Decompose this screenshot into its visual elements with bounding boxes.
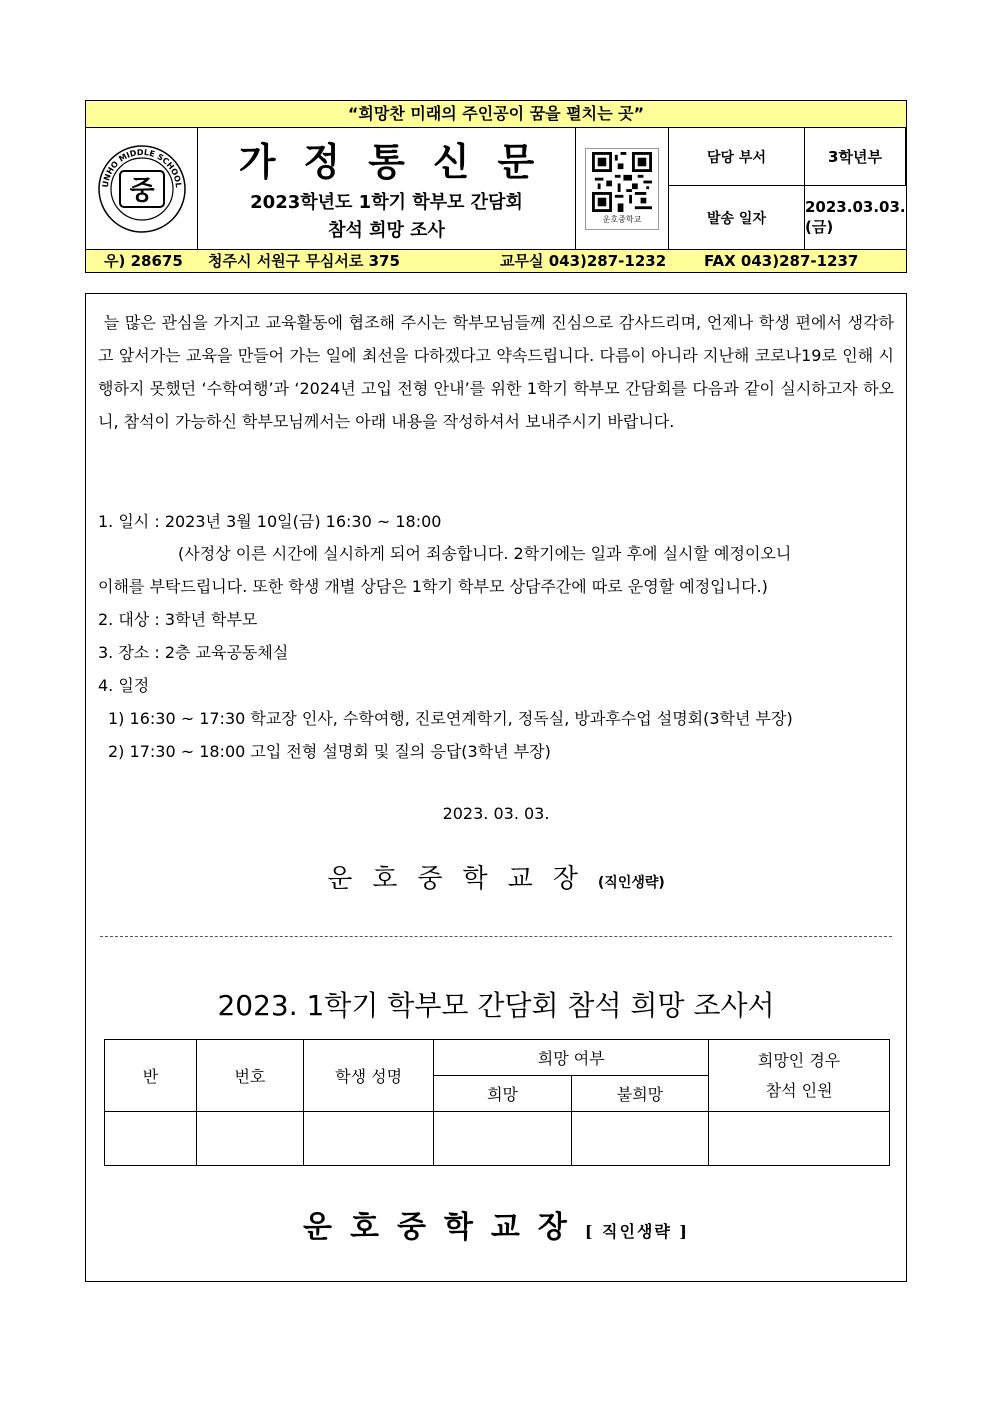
school-logo-icon: [96, 143, 188, 235]
form-seal-note: [ 직인생략 ]: [584, 1222, 689, 1241]
fax-number: FAX 043)287-1237: [704, 252, 859, 270]
header-no: 불희망: [571, 1076, 708, 1112]
item-datetime-note-a: (사정상 이른 시간에 실시하게 되어 죄송합니다. 2학기에는 일과 후에 실시할 예정이오니: [178, 544, 792, 563]
schedule-1: 1) 16:30 ~ 17:30 학교장 인사, 수학여행, 진로연계학기, 정독실, 방과후수업 설명회(3학년 부장): [108, 709, 793, 728]
school-logo-cell: [86, 128, 198, 249]
form-principal-signature: [86, 1202, 906, 1246]
office-phone: 교무실 043)287-1232: [500, 252, 667, 270]
qr-code-icon: [592, 152, 652, 212]
item-place: 3. 장소 : 2층 교육공동체실: [98, 643, 289, 662]
survey-table: [104, 1039, 890, 1166]
issue-date: 2023. 03. 03.: [442, 804, 550, 823]
postal-code: 우) 28675: [104, 252, 183, 270]
date-value: 2023.03.03.(금): [805, 198, 906, 236]
header-name: 학생 성명: [303, 1040, 434, 1112]
header-class: 반: [105, 1040, 197, 1112]
dept-label: 담당 부서: [669, 128, 805, 186]
input-student-name[interactable]: [303, 1112, 434, 1166]
header-count-line1: 희망인 경우: [757, 1050, 841, 1070]
input-number[interactable]: [197, 1112, 304, 1166]
form-principal-name: 운호중학교장: [303, 1210, 585, 1245]
doc-subtitle-2: 참석 희망 조사: [328, 220, 445, 241]
school-motto: “희망찬 미래의 주인공이 꿈을 펼치는 곳”: [85, 100, 907, 128]
header-yes: 희망: [434, 1076, 571, 1112]
item-datetime: 1. 일시 : 2023년 3월 10일(금) 16:30 ~ 18:00: [98, 512, 442, 531]
doc-subtitle-1: 2023학년도 1학기 학부모 간담회: [250, 192, 523, 213]
header-grid: [85, 128, 907, 250]
content-box: [85, 293, 907, 1282]
item-datetime-note-b: 이해를 부탁드립니다. 또한 학생 개별 상담은 1학기 학부모 상담주간에 따로 운영할 예정입니다.): [98, 577, 768, 596]
seal-note: (직인생략): [597, 875, 665, 891]
input-wish-yes[interactable]: [434, 1112, 571, 1166]
input-class[interactable]: [105, 1112, 197, 1166]
newsletter-header: [85, 100, 907, 273]
title-cell: [198, 128, 576, 249]
qr-code[interactable]: [585, 148, 659, 230]
intro-paragraph: [98, 306, 894, 438]
header-attendee-count: [709, 1040, 890, 1112]
school-address: 청주시 서원구 무심서로 375: [208, 252, 400, 270]
header-count-line2: 참석 인원: [765, 1080, 833, 1100]
table-row: [105, 1112, 890, 1166]
principal-name: 운호중학교장: [327, 864, 598, 894]
address-bar: [85, 250, 907, 273]
doc-title: 가정통신문: [238, 139, 563, 184]
intro-text: 늘 많은 관심을 가지고 교육활동에 협조해 주시는 학부모님들께 진심으로 감사드리며, 언제나 학생 편에서 생각하고 앞서가는 교육을 만들어 가는 일에 최선을 다하겠다고 약속드립니다. 다름이 아니라 지난해 코로나19로 인해 시행하지 못했던 ‘수학여행’과 ‘2024년 고입 전형 안내’를 위한 1학기 학부모 간담회를 다음과 같이 실시하고자 하오니, 참석이 가능하신 학부모님께서는 아래 내용을 작성하셔서 보내주시기 바랍니다.: [98, 313, 894, 431]
header-number: 번호: [197, 1040, 304, 1112]
form-title: 2023. 1학기 학부모 간담회 참석 희망 조사서: [217, 989, 775, 1022]
dept-value: 3학년부: [805, 128, 906, 186]
logo-ring-text: UNHO MIDDLE SCHOOL: [100, 147, 183, 188]
qr-cell: [576, 128, 669, 249]
qr-caption: 운호중학교: [602, 215, 642, 224]
input-attendee-count[interactable]: [709, 1112, 890, 1166]
date-label: 발송 일자: [669, 186, 805, 249]
header-wish: 희망 여부: [434, 1040, 709, 1076]
item-schedule: 4. 일정: [98, 676, 150, 695]
input-wish-no[interactable]: [571, 1112, 708, 1166]
principal-signature: [86, 858, 906, 895]
item-target: 2. 대상 : 3학년 학부모: [98, 610, 258, 629]
logo-char: 중: [128, 175, 155, 206]
schedule-2: 2) 17:30 ~ 18:00 고입 전형 설명회 및 질의 응답(3학년 부장): [108, 742, 551, 761]
cut-line: [100, 936, 892, 937]
